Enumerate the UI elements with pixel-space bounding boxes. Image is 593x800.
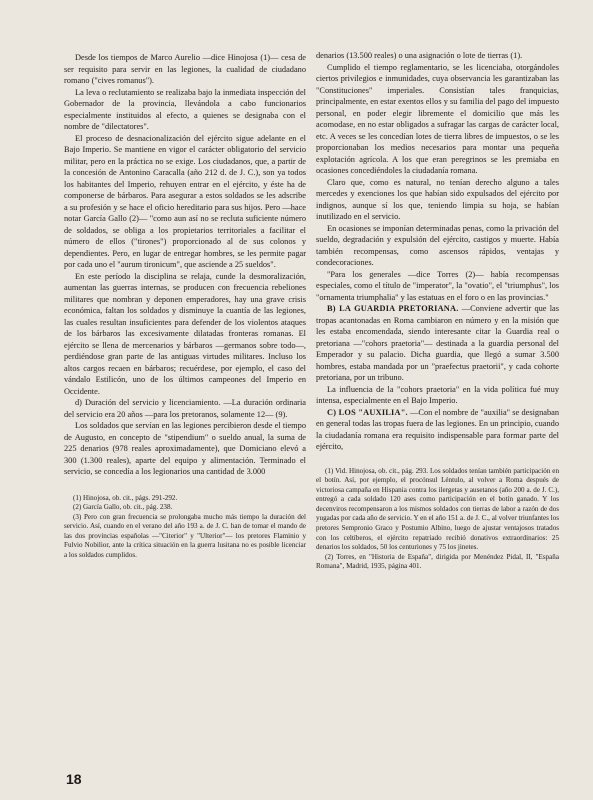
paragraph: Los soldados que servían en las legiones percibieron desde el tiempo de Augusto, en concepto de "stipendium" o sueldo anual, la suma de 225 denarios (978 reales aproximadamente), que Domiciano elevó a 300 (1.300 reales), aparte del equipo y alimentación. Terminado el servicio, se concedía a los legionarios una cantidad de 3.000 [64,421,306,476]
paragraph: "Para los generales —dice Torres (2)— había recompensas especiales, como el título de "imperator", la "ovatio", el "triumphus", los "ornamenta triumphalia" y las estatuas en el foro o en las provincias." [316,269,559,302]
left-column [64,52,306,561]
paragraph: Claro que, como es natural, no tenían derecho alguno a tales mercedes y exenciones los que habían sido expulsados del ejército por indignos, aunque sí los que, teniendo limpia su hoja, se habían inutilizado en el servicio. [316,177,559,221]
section-c-title: C) LOS "AUXILIA". [327,407,408,417]
section-b-text: —Conviene advertir que las tropas acantonadas en Roma cambiaron en número y en la misión que les estaba encomendada, siendo interesante citar la Guardia real o pretoriana —"cohors praetoria"— destinada a la guardia personal del Emperador y su palacio. Dicha guardia, que llegó a sumar 3.500 hombres, estaba mandada por un "praefectus praetorii", y cada cohorte pretoriana, por un tribuno. [316,304,559,382]
section-b-title: B) LA GUARDIA PRETORIANA. [327,304,459,313]
paragraph: La influencia de la "cohors praetoria" en la vida política fué muy intensa, especialmente en el Bajo Imperio. [316,384,559,405]
footnote: (3) Pero con gran frecuencia se prolongaba mucho más tiempo la duración del servicio. Así, cuando en el verano del año 193 a. de J. C. han de tomar el mando de las dos provincias españolas —"Citerior" y "Ulterior"— los pretores Flaminio y Fulvio Nobilior, ante la crítica situación en la guerra lusitana no es posible licenciar a los soldados cumplidos. [64,512,306,560]
footnote: (1) Hinojosa, ob. cit., págs. 291-292. [73,493,178,502]
footnote: (2) Torres, en "Historia de España", dirigida por Menéndez Pidal, II, "España Romana", Madrid, 1935, página 401. [316,552,559,571]
section-c-text: —Con el nombre de "auxilia" se designaban en general todas las tropas fuera de las legiones. En un principio, cuando la ciudadanía romana era requisito indispensable para formar parte del ejército, [316,407,559,451]
paragraph-continued: denarios (13.500 reales) o una asignación o lote de tierras (1). [316,51,523,60]
section-b [316,303,559,384]
paragraph: En ocasiones se imponían determinadas penas, como la privación del sueldo, degradación y expulsión del ejército, castigos y muerte. Había también recompensas, como ascensos rápidos, ventajas y condecoraciones. [316,223,559,267]
section-c [316,407,559,453]
footnotes-right [316,467,559,573]
footnotes-left [64,494,306,561]
paragraph: En este período la disciplina se relaja, cunde la desmoralización, aumentan las guerras internas, se producen con frecuencia rebeliones militares que nombran y deponen emperadores, hay una grave crisis económica, faltan los soldados y disminuye la cuantía de las legiones, las cuales resultan insuficientes para defender de los violentos ataques de los bárbaros las excesivamente dilatadas fronteras romanas. El ejército se llena de mercenarios y bárbaros —germanos sobre todo—, perdiéndose gran parte de las antiguas virtudes militares. Incluso los altos cargos recaen en bárbaros; recuérdese, por ejemplo, el caso del vándalo Estilicón, uno de los últimos campeones del Imperio en Occidente. [64,271,306,396]
paragraph: La leva o reclutamiento se realizaba bajo la inmediata inspección del Gobernador de la provincia, llevándola a cabo funcionarios especialmente instituidos al efecto, a quienes se designaba con el nombre de "dilectatores". [64,87,306,131]
footnote: (1) Vid. Hinojosa, ob. cit., pág. 293. Los soldados tenían también participación en el botín. Así, por ejemplo, el procónsul Léntulo, al volver a Roma después de victoriosa campaña en Hispania contra los ilergetas y ausetanos (año 200 a. de J. C.), entregó a cada soldado 120 ases como participación en el botín ganado. Y los decenviros recompensaron a los mismos soldados con tierras de labor a razón de dos yugadas por cada año de servicio. Y en el año 151 a. de J. C., al volver triunfantes los pretores Sempronio Graco y Postumio Albino, luego de ajustar ventajosos tratados con los celtíberos, el ejército repatriado recibió donativos extraordinarios: 25 denarios los soldados, 50 los centuriones y 75 los jinetes. [316,466,559,552]
paragraph: El proceso de desnacionalización del ejército sigue adelante en el Bajo Imperio. Se mantiene en vigor el carácter obligatorio del servicio militar, pero en la práctica no se exige. Los ciudadanos, que, a partir de la concesión de Antonino Caracalla (año 212 d. de J. C.), son ya todos los habitantes del Imperio, rehuyen entrar en el ejército, y éste ha de componerse de bárbaros. Para asegurar a estos soldados se les adscribe a su profesión y se hace el oficio hereditario para sus hijos. Pero —hace notar García Gallo (2)— "como aun así no se recluta suficiente número de soldados, se obliga a los propietarios territoriales a facilitar el número de ellos ("tirones") proporcionado al de sus colonos y dependientes. Pero, en lugar de entregar hombres, se les permite pagar por cada uno el "aurum tironicum", que asciende a 25 sueldos". [64,133,306,269]
right-column [316,50,559,572]
footnote: (2) García Gallo, ob. cit., pág. 238. [73,503,173,512]
paragraph: Desde los tiempos de Marco Aurelio —dice Hinojosa (1)— cesa de ser requisito para servir en las legiones, la cualidad de ciudadano romano ("cives romanus"). [64,53,306,85]
paragraph: d) Duración del servicio y licenciamiento. —La duración ordinaria del servicio era 20 años —para los pretoranos, solamente 12— (9). [64,398,306,419]
paragraph: Cumplido el tiempo reglamentario, se les licenciaba, otorgándoles ciertos privilegios e inmunidades, cuya observancia les garantizaban las "Constituciones" imperiales. Consistían tales franquicias, principalmente, en estar exentos ellos y su familia del pago del impuesto personal, en poder elegir libremente el domicilio que más les acomodase, en no estar obligados a sufragar las cargas de carácter local, etc. A veces se les concedían lotes de tierra libres de impuestos, o se les proporcionaban los medios necesarios para montar una pequeña explotación agrícola. A los que eran peregrinos se les premiaba en ocasiones concediéndoles la ciudadanía romana. [316,62,559,175]
page-number: 18 [66,771,82,787]
